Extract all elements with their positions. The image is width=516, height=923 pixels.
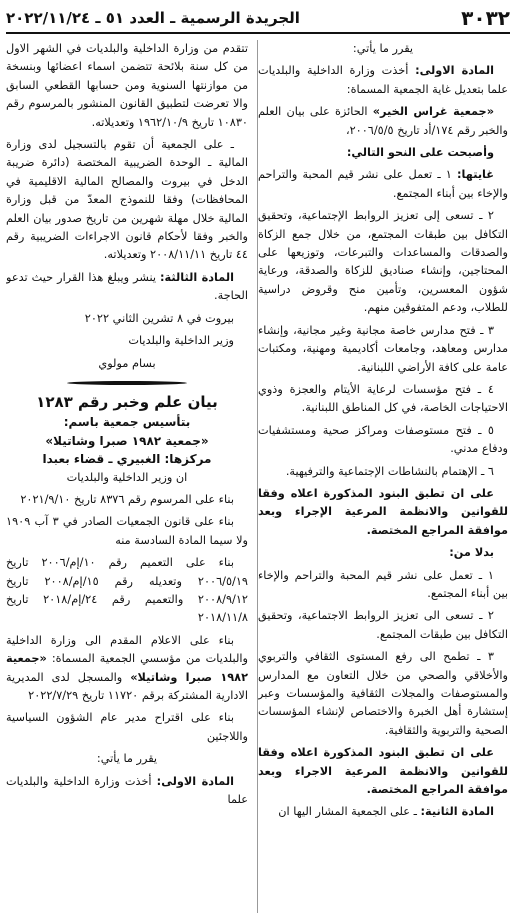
old-purpose-item: ٢ ـ تسعى الى تعزيز الروابط الاجتماعية، وتحقيق التكافل بين طبقات المجتمع. [258, 609, 508, 641]
paragraph: ـ على الجمعية أن تقوم بالتسجيل لدى وزارة المالية ـ الوحدة الضريبية المختصة (دائرة ضريبة الدخل في بيروت والمصالح المالية الاقليمية في المحافظات) وفقا للنموذج المعدّ من قبل وزارة المالية خلال مهلة شهرين من تاريخ صدور بيان العلم والخبر وفقا لأحكام قانون الاجراءات الضريبية رقم ٤٤ تاريخ ٢٠٠٨/١١/١١ وتعديلاته. [6, 138, 248, 262]
article-label: المادة الثانية: [420, 805, 494, 819]
article-label: المادة الثالثة: [160, 270, 234, 284]
paragraph-text: والمسجل لدى المديرية الادارية المشتركة برقم ١١٧٢٠ تاريخ ٢٠٢٢/٧/٢٩ [6, 670, 248, 702]
gazette-title: الجريدة الرسمية ـ العدد ٥١ ـ ٢٠٢٢/١١/٢٤ [6, 9, 300, 27]
condition-paragraph: على ان تطبق البنود المذكورة اعلاه وفقا للقوانين والانظمة المرعية الاجراء وبعد موافقة المراجع المختصة. [258, 746, 508, 797]
association-location: مركزها: الغبيري ـ قضاء بعبدا [42, 452, 212, 467]
article-three [6, 269, 248, 306]
minister-title: وزير الداخلية والبلديات [128, 334, 234, 348]
place-date: بيروت في ٨ تشرين الثاني ٢٠٢٢ [84, 311, 234, 325]
paragraph-text: بناء على الاعلام المقدم الى وزارة الداخلية والبلديات من مؤسسي الجمعية المسماة: [6, 633, 248, 666]
legal-basis: بناء على اقتراح مدير عام الشؤون السياسية واللاجئين [6, 711, 248, 743]
decides-heading: يقرر ما يأتي: [352, 42, 414, 55]
right-column [258, 40, 508, 915]
purpose-item: ٥ ـ فتح مستوصفات ومراكز صحية ومستشفيات ودفاع مدني. [258, 423, 508, 456]
section-separator [6, 377, 248, 389]
purpose-item [258, 166, 508, 203]
article-label: المادة الاولى: [156, 774, 234, 788]
became-heading: وأصبحت على النحو التالي: [346, 146, 494, 160]
association-name: «جمعية غراس الخير» [372, 105, 494, 119]
minister-intro: ان وزير الداخلية والبلديات [66, 470, 188, 484]
article-one [258, 62, 508, 99]
purpose-label: غايتها: [456, 168, 495, 182]
paragraph: تتقدم من وزارة الداخلية والبلديات في الشهر الاول من كل سنة بلائحة تتضمن اسماء اعضائها وبنسخة من موازنتها السنوية ومن حسابها القطعي السابق والا تعرضت لتطبيق القانون المنشور بالمرسوم رقم ١٠٨٣٠ تاريخ ١٩٦٢/١٠/٩ وتعديلاته. [6, 42, 248, 129]
purpose-item: ٣ ـ فتح مدارس خاصة مجانية وغير مجانية، وإنشاء مدارس ومعاهد، وجامعات أكاديمية ومهنية، ومكتبات عامة على كافة الأراضي اللبنانية. [258, 323, 508, 374]
article-text: أخذت وزارة الداخلية والبلديات علما [6, 774, 248, 807]
purpose-item: ٤ ـ فتح مؤسسات لرعاية الأيتام والعجزة وذوي الاحتياجات الخاصة، في كل المناطق اللبنانية. [258, 382, 508, 415]
purpose-item: ٦ ـ الإهتمام بالنشاطات الإجتماعية والترفيهية. [285, 464, 494, 478]
paragraph-text: ١ ـ تعمل على نشر قيم المحبة والتراحم والإخاء بين أبناء المجتمع. [258, 168, 508, 200]
article-label: المادة الاولى: [415, 64, 494, 78]
association-name: «جمعية ١٩٨٢ صبرا وشاتيلا» [6, 652, 248, 684]
old-purpose-item: ١ ـ تعمل على نشر قيم المحبة والتراحم والإخاء بين أبناء المجتمع. [258, 568, 508, 600]
notice-subtitle: بتأسيس جمعية باسم: [63, 415, 191, 430]
left-column [6, 40, 248, 915]
notice-title: بيان علم وخبر رقم ١٢٨٣ [36, 392, 218, 411]
condition-paragraph: على ان تطبق البنود المذكورة اعلاه وفقا للقوانين والانظمة المرعية الإجراء وبعد موافقة المراجع المختصة. [258, 486, 508, 537]
legal-basis: بناء على قانون الجمعيات الصادر في ٣ آب ١٩٠٩ ولا سيما المادة السادسة منه [6, 515, 248, 547]
minister-name: بسام مولوي [98, 356, 156, 370]
article-one [6, 773, 248, 810]
paragraph-text: الحائزة على بيان العلم والخبر رقم ١٧٤/أد تاريخ ٢٠٠٦/٥/٥، [258, 105, 508, 137]
article-two [258, 803, 508, 821]
legal-basis [6, 632, 248, 706]
old-purpose-item: ٣ ـ تطمح الى رفع المستوى الثقافي والتربوي والأخلاقي والصحي من خلال التعاون مع المدارس والمستوصفات والمجلات الثقافية والمؤسسات وعبر إستشارة أهل الخبرة والاختصاص لإنشاء المؤسسات الصحية والتربوية والثقافية. [258, 650, 508, 737]
legal-basis: بناء على التعميم رقم ١٠/إم/٢٠٠٦ تاريخ ٢٠٠٦/٥/١٩ وتعديله رقم ١٥/إم/٢٠٠٨ تاريخ ٢٠٠٨/٩/١٢ والتعميم رقم ٢٤/إم/٢٠١٨ تاريخ ٢٠١٨/١١/٨ [6, 556, 248, 625]
association-name: «جمعية ١٩٨٢ صبرا وشاتيلا» [45, 433, 209, 448]
page-number: ٣٠٣٢ [461, 6, 510, 30]
article-text: ـ على الجمعية المشار اليها ان [278, 805, 421, 819]
article-text: أخذت وزارة الداخلية والبلديات علما بتعديل غاية الجمعية المسماة: [258, 64, 508, 96]
purpose-item: ٢ ـ تسعى إلى تعزيز الروابط الإجتماعية، وتحقيق التكافل بين طبقات المجتمع، من خلال جمع الزكاة والصدقات والمساعدات والتبرعات، وتوزيعها على المحتاجين، وإنشاء صناديق للزكاة والصدقة، ورعاية شؤون المعسرين، وتأمين منح وقروض دراسية للطلاب، ودعم المتفوقين منهم. [258, 209, 508, 315]
article-text: ينشر ويبلغ هذا القرار حيث تدعو الحاجة. [6, 270, 248, 303]
instead-of-heading: بدلا من: [449, 546, 494, 560]
decides-heading: يقرر ما يأتي: [96, 752, 158, 766]
page-header [6, 4, 510, 34]
legal-basis: بناء على المرسوم رقم ٨٣٧٦ تاريخ ٢٠٢١/٩/١٠ [20, 492, 234, 506]
association-name-paragraph [258, 103, 508, 140]
